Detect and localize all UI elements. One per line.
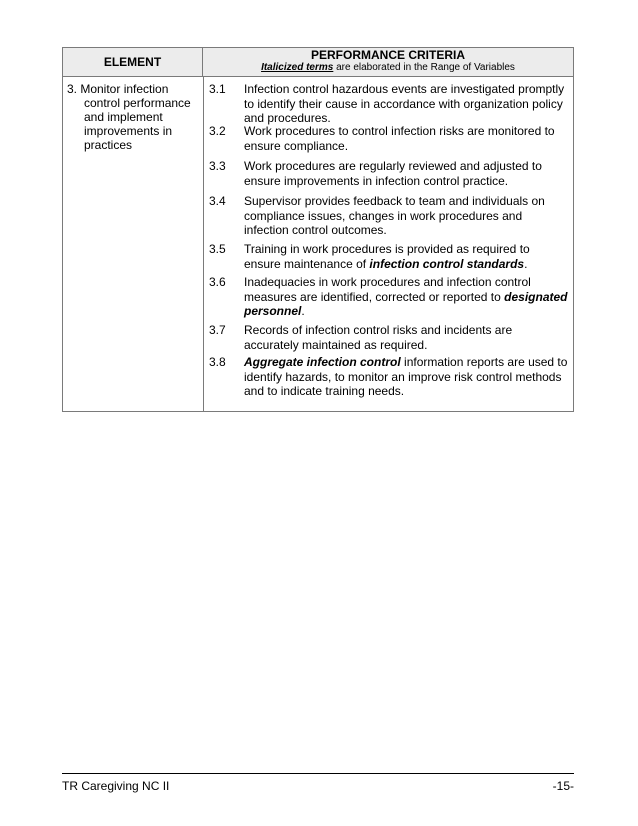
range-variable-term: designated personnel — [244, 289, 568, 318]
criteria-header-note — [203, 62, 573, 74]
criterion-text — [244, 194, 569, 238]
range-variable-term: Aggregate infection control — [244, 355, 401, 369]
criterion-number: 3.7 — [209, 323, 226, 337]
criterion-text — [244, 242, 569, 271]
footer-title: TR Caregiving NC II — [62, 779, 170, 793]
criterion-text-part: Infection control hazardous events are investigated promptly to identify their cause in accordance with organization policy and procedures. — [244, 82, 565, 125]
footer-rule — [62, 773, 574, 774]
criterion-number: 3.4 — [209, 194, 226, 208]
header-note-text: are elaborated in the Range of Variables — [333, 62, 515, 73]
italicized-terms-label: Italicized terms — [261, 62, 334, 73]
criterion-number: 3.1 — [209, 82, 226, 96]
element-column-header: ELEMENT — [63, 48, 203, 76]
criterion-text — [244, 124, 569, 153]
criterion-text-part: . — [301, 304, 305, 318]
criterion-text — [244, 323, 569, 352]
competency-table — [62, 47, 574, 412]
criteria-column-header — [203, 48, 573, 76]
criterion-text-part: Inadequacies in work procedures and infection control measures are identified, corrected or reported to — [244, 275, 531, 304]
criterion-text — [244, 82, 569, 126]
criterion-text-part: Work procedures are regularly reviewed and adjusted to ensure improvements in infection control practice. — [244, 159, 542, 188]
page-number: -15- — [552, 779, 574, 793]
criterion-number: 3.8 — [209, 355, 226, 369]
table-header — [63, 48, 573, 77]
criterion-text — [244, 275, 569, 319]
criterion-text-part: Supervisor provides feedback to team and individuals on compliance issues, changes in work procedures and infection control outcomes. — [244, 194, 545, 237]
criterion-number: 3.6 — [209, 275, 226, 289]
criterion-text-part: information reports are used to identify hazards, to monitor an improve risk control methods and to indicate training needs. — [244, 355, 568, 398]
criterion-text-part: Work procedures to control infection risks are monitored to ensure compliance. — [244, 124, 555, 153]
criterion-text-part: Records of infection control risks and incidents are accurately maintained as required. — [244, 323, 513, 352]
range-variable-term: infection control standards — [369, 256, 525, 271]
criterion-text — [244, 355, 569, 399]
criterion-number: 3.5 — [209, 242, 226, 256]
criterion-text-part: Training in work procedures is provided as required to ensure maintenance of — [244, 242, 530, 271]
criterion-text-part: . — [524, 256, 528, 271]
criterion-number: 3.3 — [209, 159, 226, 173]
criteria-header-title: PERFORMANCE CRITERIA — [310, 48, 465, 62]
criterion-number: 3.2 — [209, 124, 226, 138]
criterion-text — [244, 159, 569, 188]
element-cell: 3. Monitor infection control performance and implement improvements in practices — [67, 82, 191, 152]
